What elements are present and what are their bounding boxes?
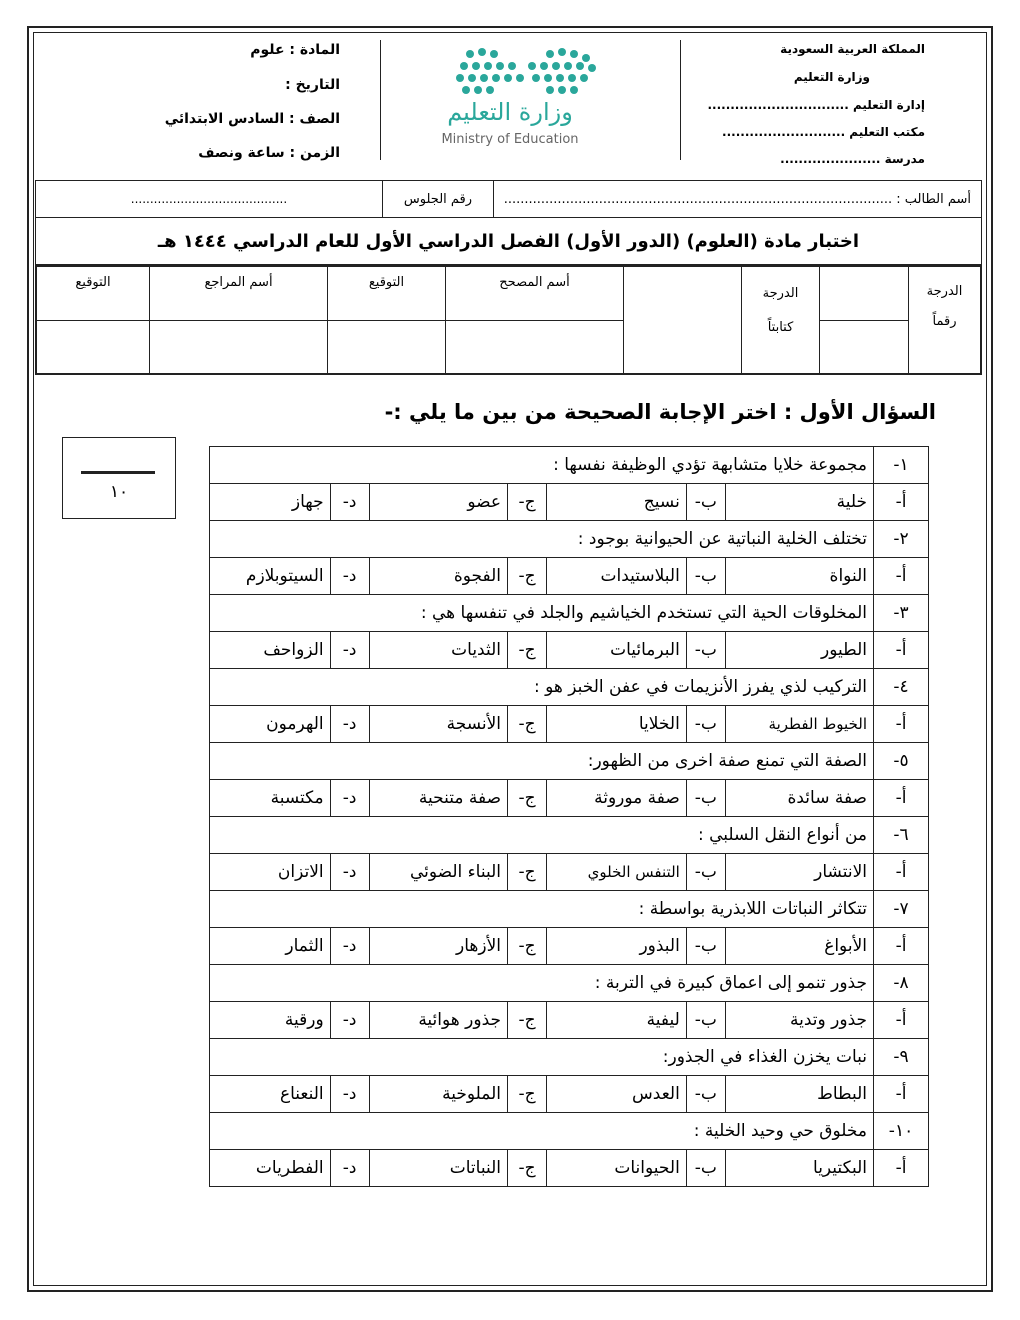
grades-table bbox=[35, 265, 982, 375]
question-text: من أنواع النقل السلبي : bbox=[210, 817, 874, 854]
option-b[interactable]: البلاستيدات bbox=[547, 558, 687, 595]
option-letter: ج- bbox=[508, 632, 547, 669]
option-letter: أ- bbox=[874, 484, 929, 521]
options-row bbox=[210, 632, 929, 669]
question-row bbox=[210, 669, 929, 706]
option-letter: ب- bbox=[686, 1002, 725, 1039]
question-text: جذور تنمو إلى اعماق كبيرة في التربة : bbox=[210, 965, 874, 1002]
section-title: السؤال الأول : اختر الإجابة الصحيحة من بين ما يلي :- bbox=[384, 400, 936, 424]
header-date: التاريخ : bbox=[285, 77, 340, 93]
logo-text-en: Ministry of Education bbox=[441, 132, 579, 147]
grade-written-cell bbox=[742, 266, 820, 374]
option-c[interactable]: الأزهار bbox=[369, 928, 507, 965]
options-row bbox=[210, 780, 929, 817]
options-row bbox=[210, 854, 929, 891]
question-number: ٧- bbox=[874, 891, 929, 928]
question-text: تختلف الخلية النباتية عن الحيوانية بوجود : bbox=[210, 521, 874, 558]
grade-numeric-input[interactable] bbox=[820, 266, 909, 320]
score-total: ١٠ bbox=[109, 482, 129, 502]
option-b[interactable]: الحيوانات bbox=[547, 1150, 687, 1187]
option-letter: ب- bbox=[686, 632, 725, 669]
option-letter: د- bbox=[330, 558, 369, 595]
option-letter: ج- bbox=[508, 928, 547, 965]
option-letter: ج- bbox=[508, 1076, 547, 1113]
option-a[interactable]: صفة سائدة bbox=[725, 780, 873, 817]
option-letter: ب- bbox=[686, 558, 725, 595]
option-d[interactable]: الهرمون bbox=[210, 706, 331, 743]
question-row bbox=[210, 743, 929, 780]
question-row bbox=[210, 447, 929, 484]
option-a[interactable]: الخيوط الفطرية bbox=[725, 706, 873, 743]
logo-text-ar: وزارة التعليم bbox=[447, 98, 573, 126]
header-grade: الصف : السادس الابتدائي bbox=[164, 111, 340, 127]
score-box bbox=[62, 437, 176, 519]
question-number: ٩- bbox=[874, 1039, 929, 1076]
option-letter: ج- bbox=[508, 558, 547, 595]
grade-numeric-label-2: رقماً bbox=[932, 314, 957, 329]
header-edu-office: مكتب التعليم ........................... bbox=[722, 125, 925, 139]
header-divider-left bbox=[380, 40, 381, 160]
score-line bbox=[81, 471, 155, 474]
question-row bbox=[210, 595, 929, 632]
seat-number-label: رقم الجلوس bbox=[383, 181, 494, 218]
header-school: مدرسة ...................... bbox=[780, 152, 925, 166]
option-d[interactable]: ورقية bbox=[210, 1002, 331, 1039]
options-row bbox=[210, 706, 929, 743]
question-row bbox=[210, 891, 929, 928]
signature-input-2[interactable] bbox=[36, 320, 150, 374]
option-letter: أ- bbox=[874, 1002, 929, 1039]
question-text: تتكاثر النباتات اللابذرية بواسطة : bbox=[210, 891, 874, 928]
question-number: ١- bbox=[874, 447, 929, 484]
option-c[interactable]: الأنسجة bbox=[369, 706, 507, 743]
option-b[interactable]: نسيج bbox=[547, 484, 687, 521]
option-letter: د- bbox=[330, 1150, 369, 1187]
option-letter: أ- bbox=[874, 632, 929, 669]
corrector-label: أسم المصحح bbox=[446, 266, 624, 320]
option-letter: أ- bbox=[874, 928, 929, 965]
header-edu-admin: إدارة التعليم ............................... bbox=[707, 98, 925, 112]
option-c[interactable]: البناء الضوئي bbox=[369, 854, 507, 891]
header-time: الزمن : ساعة ونصف bbox=[198, 145, 340, 161]
student-info-row bbox=[35, 180, 982, 218]
option-d[interactable]: مكتسبة bbox=[210, 780, 331, 817]
option-letter: د- bbox=[330, 484, 369, 521]
option-c[interactable]: صفة متنحية bbox=[369, 780, 507, 817]
grade-written-input[interactable] bbox=[624, 266, 742, 374]
option-d[interactable]: الزواحف bbox=[210, 632, 331, 669]
option-a[interactable]: البكتيريا bbox=[725, 1150, 873, 1187]
seat-number-field[interactable]: ......................................... bbox=[36, 181, 383, 218]
student-name-field[interactable]: أسم الطالب : .............................................................................................. bbox=[494, 181, 982, 218]
option-letter: أ- bbox=[874, 1150, 929, 1187]
option-letter: أ- bbox=[874, 780, 929, 817]
grade-numeric-cell bbox=[909, 266, 982, 374]
header-kingdom: المملكة العربية السعودية bbox=[780, 42, 925, 56]
question-text: الصفة التي تمنع صفة اخرى من الظهور: bbox=[210, 743, 874, 780]
option-d[interactable]: الثمار bbox=[210, 928, 331, 965]
reviewer-input[interactable] bbox=[150, 320, 328, 374]
question-row bbox=[210, 965, 929, 1002]
option-d[interactable]: الفطريات bbox=[210, 1150, 331, 1187]
question-text: التركيب لذي يفرز الأنزيمات في عفن الخبز هو : bbox=[210, 669, 874, 706]
option-letter: أ- bbox=[874, 706, 929, 743]
option-b[interactable]: العدس bbox=[547, 1076, 687, 1113]
options-row bbox=[210, 1076, 929, 1113]
exam-title: اختبار مادة (العلوم) (الدور الأول) الفصل الدراسي الأول للعام الدراسي ١٤٤٤ هـ bbox=[35, 218, 982, 265]
option-a[interactable]: خلية bbox=[725, 484, 873, 521]
option-letter: د- bbox=[330, 1076, 369, 1113]
question-row bbox=[210, 1113, 929, 1150]
option-letter: ج- bbox=[508, 484, 547, 521]
option-b[interactable]: صفة موروثة bbox=[547, 780, 687, 817]
option-b[interactable]: ليفية bbox=[547, 1002, 687, 1039]
option-a[interactable]: النواة bbox=[725, 558, 873, 595]
options-row bbox=[210, 484, 929, 521]
reviewer-label: أسم المراجع bbox=[150, 266, 328, 320]
question-text: مخلوق حي وحيد الخلية : bbox=[210, 1113, 874, 1150]
option-c[interactable]: النباتات bbox=[369, 1150, 507, 1187]
grade-written-label: الدرجة bbox=[762, 286, 799, 301]
option-b[interactable]: البذور bbox=[547, 928, 687, 965]
option-letter: ج- bbox=[508, 1002, 547, 1039]
option-a[interactable]: البطاط bbox=[725, 1076, 873, 1113]
option-letter: ج- bbox=[508, 1150, 547, 1187]
option-letter: د- bbox=[330, 706, 369, 743]
option-letter: ب- bbox=[686, 1150, 725, 1187]
question-row bbox=[210, 521, 929, 558]
option-letter: د- bbox=[330, 780, 369, 817]
question-number: ١٠- bbox=[874, 1113, 929, 1150]
question-number: ٣- bbox=[874, 595, 929, 632]
option-c[interactable]: الفجوة bbox=[369, 558, 507, 595]
option-a[interactable]: جذور وتدية bbox=[725, 1002, 873, 1039]
question-number: ٨- bbox=[874, 965, 929, 1002]
question-number: ٥- bbox=[874, 743, 929, 780]
option-b[interactable]: التنفس الخلوي bbox=[547, 854, 687, 891]
header-ministry: وزارة التعليم bbox=[793, 70, 870, 84]
header-divider-right bbox=[680, 40, 681, 160]
option-letter: د- bbox=[330, 854, 369, 891]
option-letter: أ- bbox=[874, 1076, 929, 1113]
option-d[interactable]: الاتزان bbox=[210, 854, 331, 891]
ministry-logo bbox=[420, 44, 630, 154]
option-letter: أ- bbox=[874, 854, 929, 891]
option-a[interactable]: الطيور bbox=[725, 632, 873, 669]
options-row bbox=[210, 928, 929, 965]
signature-label-1: التوقيع bbox=[328, 266, 446, 320]
option-letter: ج- bbox=[508, 854, 547, 891]
option-c[interactable]: الثديات bbox=[369, 632, 507, 669]
option-d[interactable]: السيتوبلازم bbox=[210, 558, 331, 595]
signature-label-2: التوقيع bbox=[36, 266, 150, 320]
option-b[interactable]: البرمائيات bbox=[547, 632, 687, 669]
question-row bbox=[210, 1039, 929, 1076]
option-letter: ب- bbox=[686, 1076, 725, 1113]
options-row bbox=[210, 558, 929, 595]
question-number: ٤- bbox=[874, 669, 929, 706]
question-text: مجموعة خلايا متشابهة تؤدي الوظيفة نفسها : bbox=[210, 447, 874, 484]
grade-numeric-label: الدرجة bbox=[926, 284, 963, 299]
question-text: المخلوقات الحية التي تستخدم الخياشيم والجلد في تنفسها هي : bbox=[210, 595, 874, 632]
question-number: ٢- bbox=[874, 521, 929, 558]
grade-written-label-2: كتابتاً bbox=[767, 320, 794, 335]
option-letter: د- bbox=[330, 928, 369, 965]
option-d[interactable]: جهاز bbox=[210, 484, 331, 521]
option-d[interactable]: النعناع bbox=[210, 1076, 331, 1113]
option-letter: ب- bbox=[686, 780, 725, 817]
option-letter: د- bbox=[330, 632, 369, 669]
option-b[interactable]: الخلايا bbox=[547, 706, 687, 743]
option-letter: ج- bbox=[508, 780, 547, 817]
options-row bbox=[210, 1002, 929, 1039]
option-letter: ب- bbox=[686, 484, 725, 521]
header-subject: المادة : علوم bbox=[250, 42, 340, 58]
signature-input-1[interactable] bbox=[328, 320, 446, 374]
option-c[interactable]: عضو bbox=[369, 484, 507, 521]
option-a[interactable]: الأبواغ bbox=[725, 928, 873, 965]
option-letter: ب- bbox=[686, 928, 725, 965]
option-c[interactable]: الملوخية bbox=[369, 1076, 507, 1113]
option-letter: أ- bbox=[874, 558, 929, 595]
grade-numeric-input-2[interactable] bbox=[820, 320, 909, 374]
question-row bbox=[210, 817, 929, 854]
option-c[interactable]: جذور هوائية bbox=[369, 1002, 507, 1039]
options-row bbox=[210, 1150, 929, 1187]
question-number: ٦- bbox=[874, 817, 929, 854]
option-a[interactable]: الانتشار bbox=[725, 854, 873, 891]
corrector-input[interactable] bbox=[446, 320, 624, 374]
option-letter: ب- bbox=[686, 854, 725, 891]
option-letter: د- bbox=[330, 1002, 369, 1039]
question-text: نبات يخزن الغذاء في الجذور: bbox=[210, 1039, 874, 1076]
questions-table bbox=[209, 446, 929, 1187]
option-letter: ب- bbox=[686, 706, 725, 743]
option-letter: ج- bbox=[508, 706, 547, 743]
